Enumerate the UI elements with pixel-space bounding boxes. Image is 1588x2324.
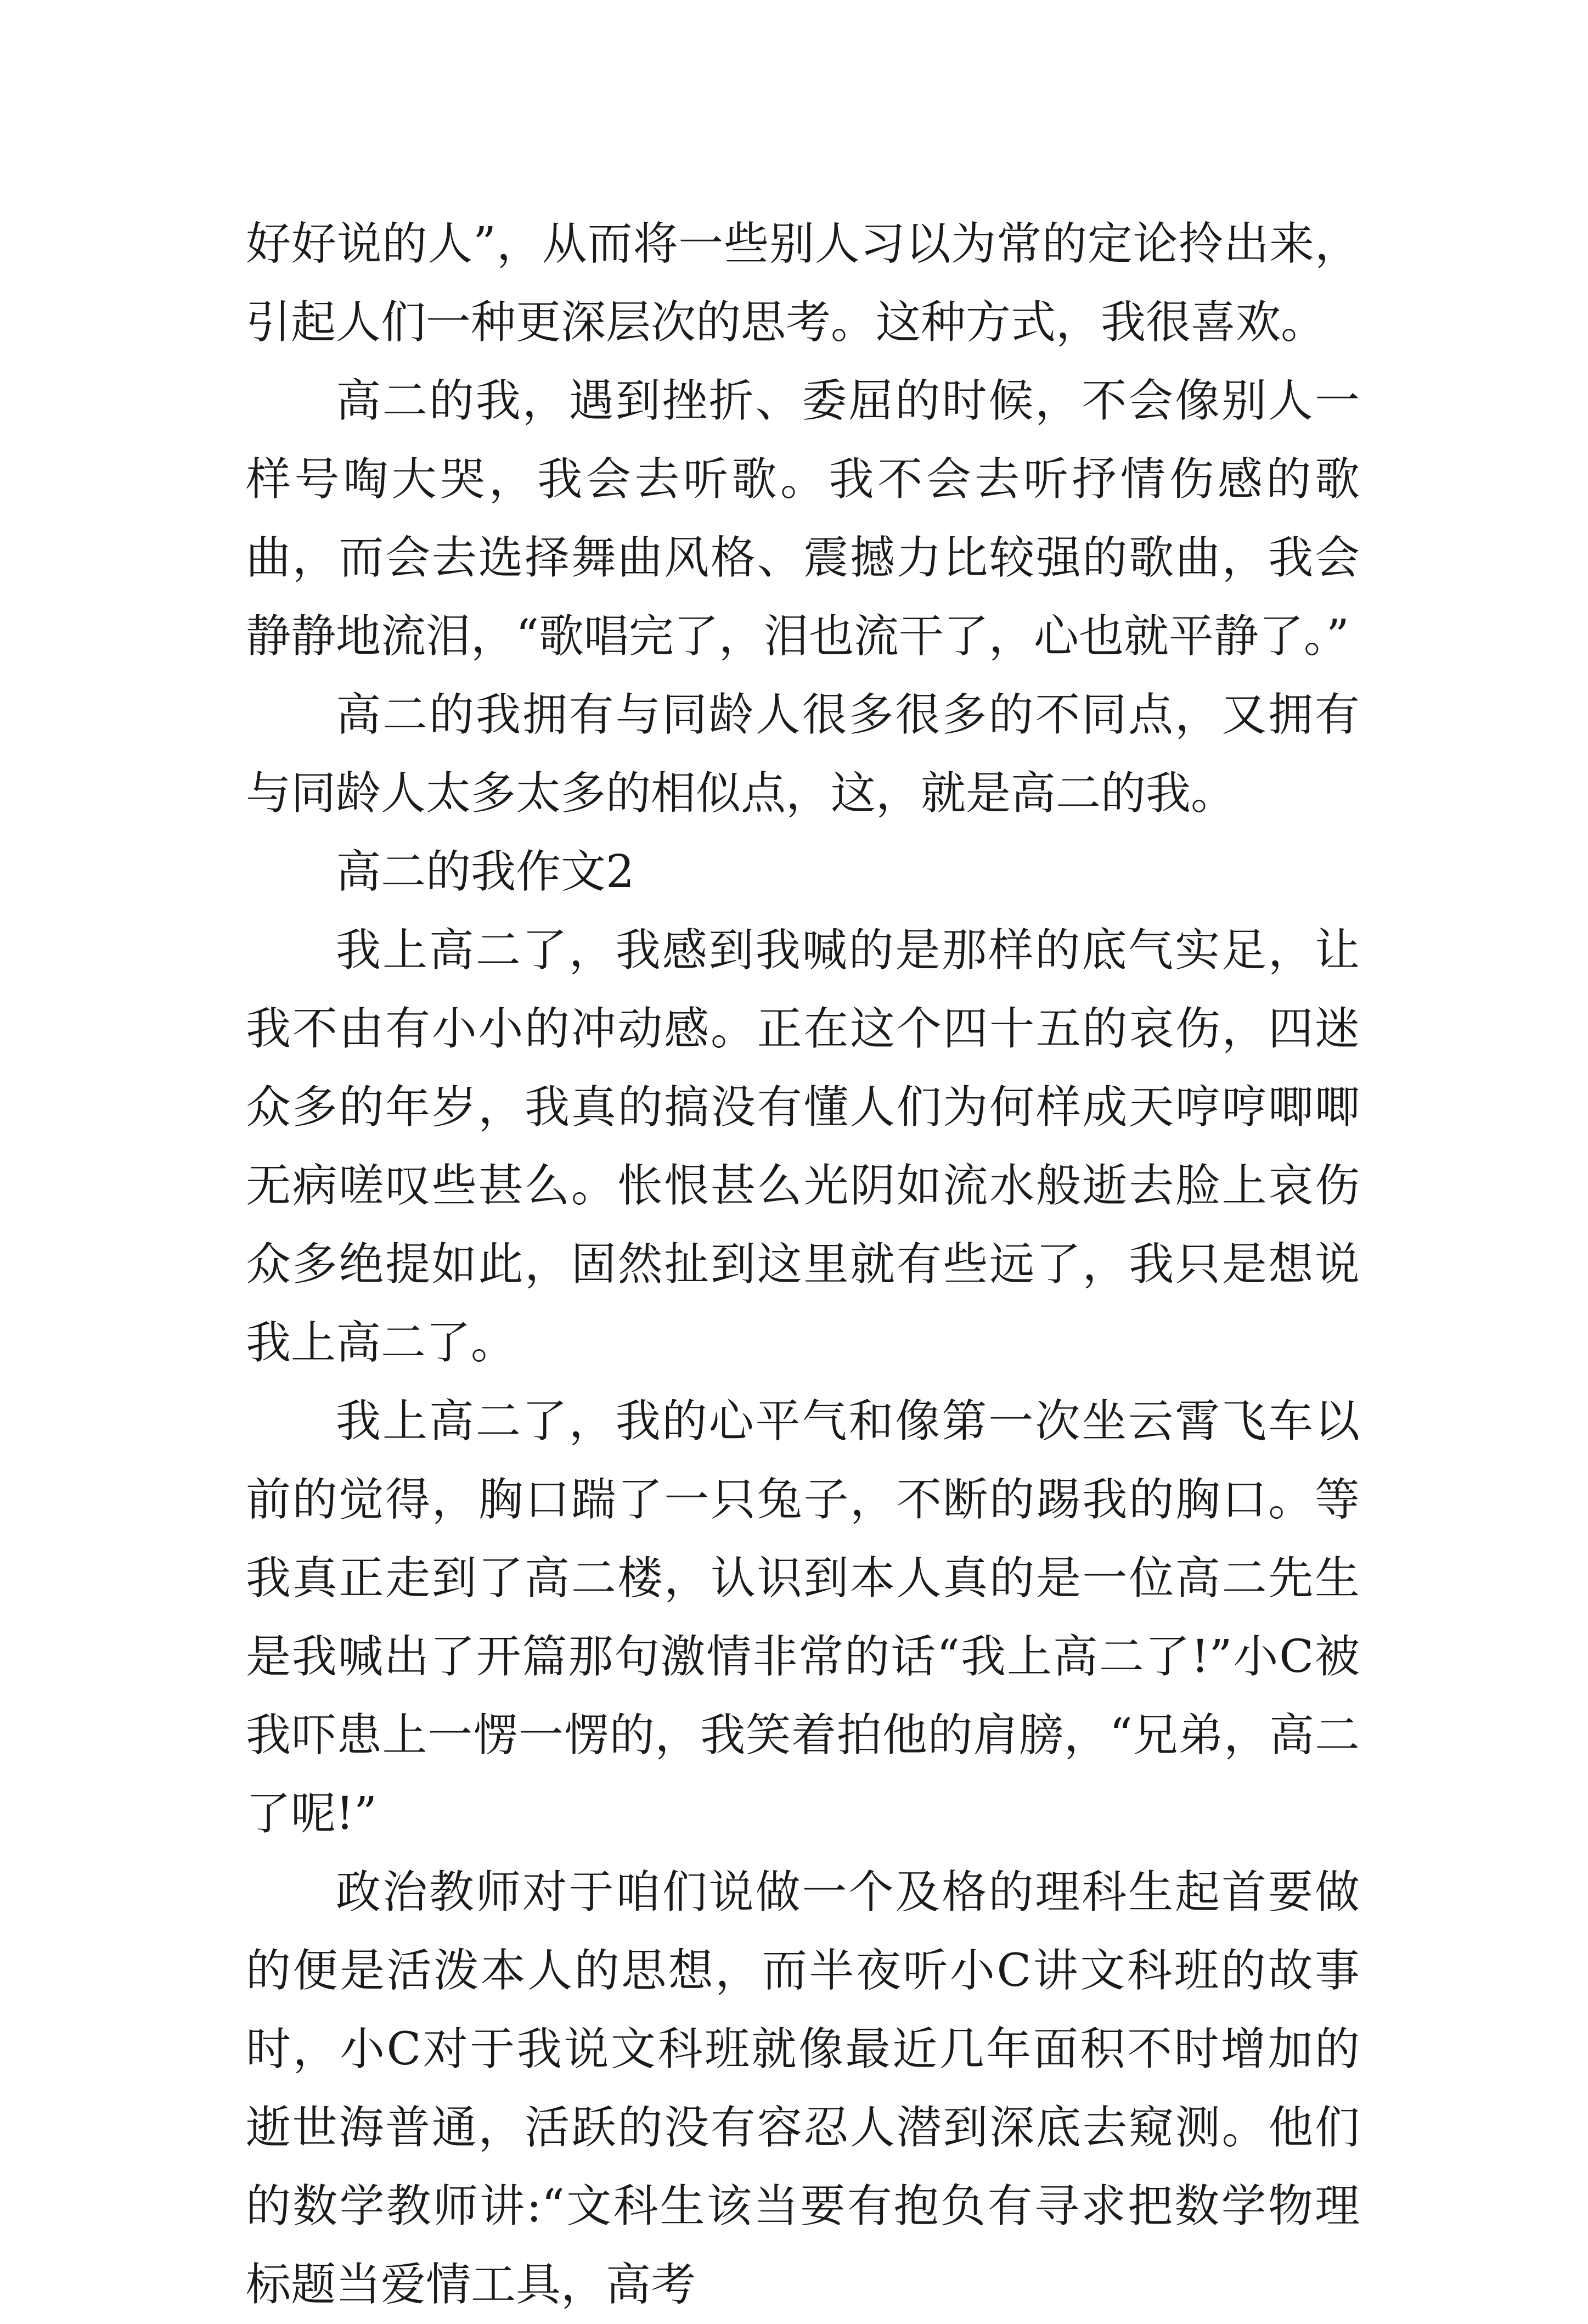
paragraph-1: 好好说的人”，从而将一些别人习以为常的定论拎出来，引起人们一种更深层次的思考。这种方式，我很喜欢。 bbox=[246, 218, 1360, 349]
paragraph-4: 我上高二了，我感到我喊的是那样的底气实足，让我不由有小小的冲动感。正在这个四十五的哀伤，四迷众多的年岁，我真的搞没有懂人们为何样成天哼哼唧唧无病嗟叹些甚么。怅恨甚么光阴如流水般逝去脸上哀伤众多绝提如此，固然扯到这里就有些远了，我只是想说我上高二了。 bbox=[246, 924, 1360, 1369]
section-heading: 高二的我作文2 bbox=[336, 846, 635, 898]
paragraph-6: 政治教师对于咱们说做一个及格的理科生起首要做的便是活泼本人的思想，而半夜听小C讲文科班的故事时，小C对于我说文科班就像最近几年面积不时增加的逝世海普通，活跃的没有容忍人潜到深底去窥测。他们的数学教师讲:“文科生该当要有抱负有寻求把数学物理标题当爱情工具，高考 bbox=[246, 1866, 1360, 2311]
paragraph-2: 高二的我，遇到挫折、委屈的时候，不会像别人一样号啕大哭，我会去听歌。我不会去听抒情伤感的歌曲，而会去选择舞曲风格、震撼力比较强的歌曲，我会静静地流泪，“歌唱完了，泪也流干了，心也就平静了。” bbox=[246, 375, 1360, 663]
paragraph-5: 我上高二了，我的心平气和像第一次坐云霄飞车以前的觉得，胸口踹了一只兔子，不断的踢我的胸口。等我真正走到了高二楼，认识到本人真的是一位高二先生是我喊出了开篇那句激情非常的话“我上高二了!”小C被我吓患上一愣一愣的，我笑着拍他的肩膀，“兄弟，高二了呢!” bbox=[246, 1395, 1360, 1840]
article-body bbox=[246, 205, 1360, 2324]
paragraph-3: 高二的我拥有与同龄人很多很多的不同点，又拥有与同龄人太多太多的相似点，这，就是高二的我。 bbox=[246, 689, 1360, 819]
